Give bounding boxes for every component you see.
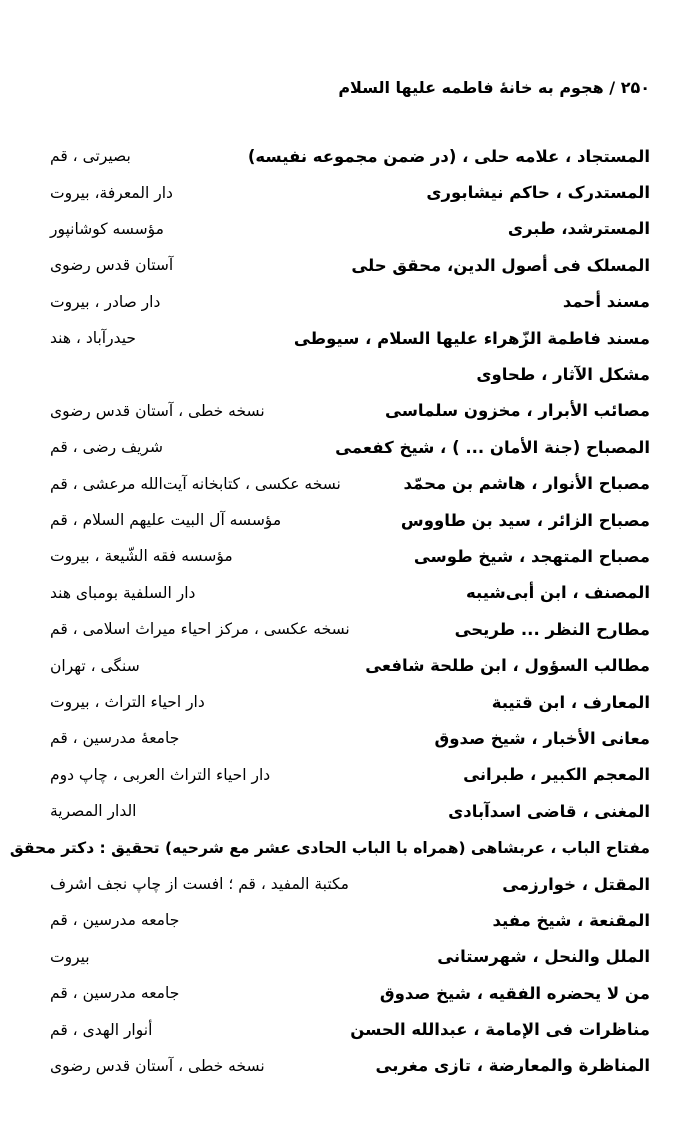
bibliography-entry: [50, 1011, 650, 1047]
entry-publisher: دار المعرفة، بیروت: [50, 183, 173, 202]
entry-title: مطالب السؤول ، ابن طلحة شافعی: [365, 656, 650, 676]
bibliography-list: [9, 138, 650, 1084]
bibliography-entry: [50, 393, 650, 429]
bibliography-entry: [50, 902, 650, 938]
bibliography-entry: [50, 575, 650, 611]
entry-title: المستدرک ، حاکم نیشابوری: [426, 183, 650, 203]
entry-publisher: مؤسسه کوشانپور: [50, 219, 164, 238]
bibliography-entry: [50, 647, 650, 683]
entry-title: مصائب الأبرار ، مخزون سلماسی: [385, 401, 650, 421]
entry-title: المسلک فی أصول الدین، محقق حلی: [351, 255, 650, 275]
entry-publisher: مؤسسه آل البیت عليهم السلام ، قم: [50, 511, 282, 530]
entry-publisher: بیروت: [50, 947, 90, 966]
bibliography-entry: [50, 247, 650, 283]
entry-title: المستجاد ، علامه حلی ، (در ضمن مجموعه نفیسه): [247, 146, 650, 166]
bibliography-entry: [50, 611, 650, 647]
bibliography-entry: [50, 939, 650, 975]
entry-publisher: جامعهٔ مدرسین ، قم: [50, 729, 180, 748]
bibliography-entry: [50, 429, 650, 465]
entry-publisher: آستان قدس رضوی: [50, 256, 174, 275]
bibliography-entry: [9, 829, 650, 865]
entry-title: معانی الأخبار ، شیخ صدوق: [434, 728, 650, 748]
entry-publisher: دار السلفیة بومبای هند: [50, 583, 196, 602]
entry-publisher: جامعه مدرسین ، قم: [50, 911, 180, 930]
bibliography-entry: [50, 757, 650, 793]
entry-title: المسترشد، طبری: [507, 219, 650, 239]
entry-title: المعجم الکبیر ، طبرانی: [463, 765, 650, 785]
entry-publisher: جامعه مدرسین ، قم: [50, 984, 180, 1003]
book-title: هجوم به خانهٔ فاطمه عليها السلام: [338, 78, 604, 97]
entry-publisher: أنوار الهدی ، قم: [50, 1020, 153, 1039]
bibliography-entry: [50, 975, 650, 1011]
entry-title: المقنعة ، شیخ مفید: [492, 910, 650, 930]
bibliography-entry: [50, 684, 650, 720]
entry-title: مناظرات فی الإمامة ، عبدالله الحسن: [350, 1020, 650, 1040]
bibliography-entry: [50, 284, 650, 320]
bibliography-entry: [50, 466, 650, 502]
entry-title: مطارح النظر ... طریحی: [454, 619, 650, 639]
entry-publisher: دار صادر ، بیروت: [50, 292, 161, 311]
entry-publisher: مؤسسه فقه الشّیعة ، بیروت: [50, 547, 233, 566]
entry-title: مسند أحمد: [562, 292, 650, 312]
entry-title: مصباح المتهجد ، شیخ طوسی: [413, 546, 650, 566]
bibliography-entry: [50, 720, 650, 756]
entry-title: مفتاح الباب ، عربشاهی (همراه با الباب الحادی عشر مع شرحیه) تحقیق : دکتر محقق: [9, 838, 650, 857]
entry-publisher: الدار المصریة: [50, 802, 137, 821]
entry-publisher: نسخه عکسی ، کتابخانه آیت‌الله مرعشی ، قم: [50, 474, 341, 493]
bibliography-entry: [50, 866, 650, 902]
page-number: ۲۵۰: [620, 78, 650, 97]
running-header: [50, 78, 650, 97]
entry-publisher: حیدرآباد ، هند: [50, 329, 136, 348]
entry-title: المناظرة والمعارضة ، تازی مغربی: [375, 1056, 650, 1076]
bibliography-entry: [50, 356, 650, 392]
bibliography-entry: [50, 502, 650, 538]
entry-title: من لا یحضره الفقیه ، شیخ صدوق: [379, 983, 650, 1003]
entry-title: الملل والنحل ، شهرستانی: [437, 947, 650, 967]
entry-title: مسند فاطمة الزّهراء عليها السلام ، سیوطی: [293, 328, 650, 348]
entry-title: مصباح الزائر ، سید بن طاووس: [400, 510, 650, 530]
entry-publisher: نسخه خطی ، آستان قدس رضوی: [50, 401, 265, 420]
entry-title: مشکل الآثار ، طحاوی: [476, 365, 650, 385]
entry-title: المغنی ، قاضی اسدآبادی: [448, 801, 650, 821]
bibliography-entry: [50, 211, 650, 247]
bibliography-entry: [50, 538, 650, 574]
entry-title: المقتل ، خوارزمی: [502, 874, 650, 894]
entry-publisher: دار احیاء التراث العربی ، چاپ دوم: [50, 765, 271, 784]
bibliography-entry: [50, 174, 650, 210]
entry-publisher: دار احیاء التراث ، بیروت: [50, 693, 205, 712]
header-separator: /: [609, 78, 616, 97]
entry-publisher: بصیرتی ، قم: [50, 147, 131, 166]
entry-publisher: سنگی ، تهران: [50, 656, 140, 675]
entry-title: مصباح الأنوار ، هاشم بن محمّد: [403, 474, 650, 494]
entry-title: المعارف ، ابن قتیبة: [491, 692, 650, 712]
bibliography-entry: [50, 138, 650, 174]
entry-publisher: مکتبة المفید ، قم ؛ افست از چاپ نجف اشرف: [50, 875, 349, 893]
entry-publisher: نسخه عکسی ، مرکز احیاء میراث اسلامی ، قم: [50, 620, 350, 639]
bibliography-entry: [50, 1048, 650, 1084]
bibliography-entry: [50, 320, 650, 356]
bibliography-entry: [50, 793, 650, 829]
entry-publisher: نسخه خطی ، آستان قدس رضوی: [50, 1056, 265, 1075]
entry-title: المصباح (جنة الأمان ... ) ، شیخ کفعمی: [335, 437, 650, 457]
entry-publisher: شریف رضی ، قم: [50, 438, 163, 457]
entry-title: المصنف ، ابن أبی‌شیبه: [465, 583, 650, 603]
